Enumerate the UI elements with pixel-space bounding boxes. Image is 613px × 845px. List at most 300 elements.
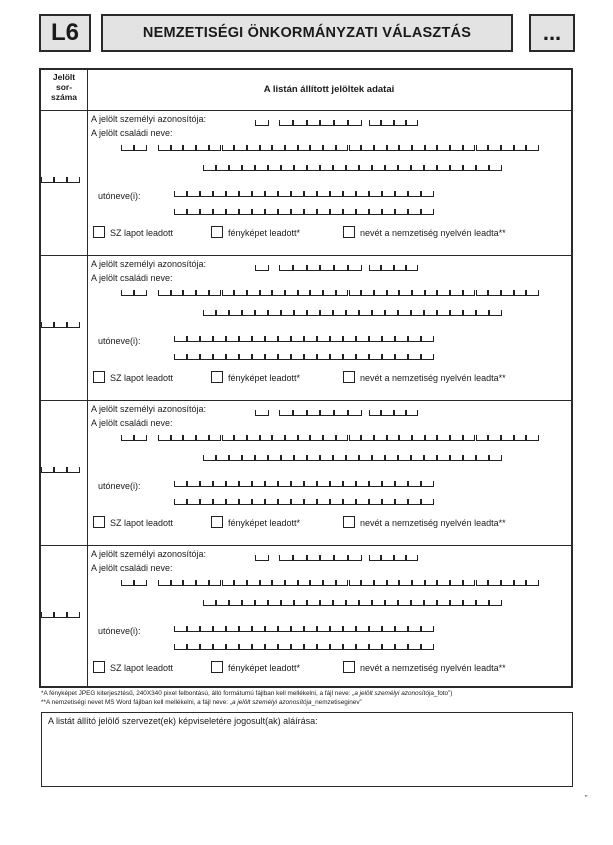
family-name-box[interactable] (307, 455, 320, 461)
family-name-box[interactable] (385, 455, 398, 461)
given-name-box[interactable] (252, 626, 265, 632)
personal-id-box[interactable] (381, 120, 393, 126)
candidate-number-box[interactable] (67, 322, 80, 328)
given-name-box[interactable] (239, 626, 252, 632)
family-name-box[interactable] (425, 580, 438, 586)
family-name-box[interactable] (359, 455, 372, 461)
given-name-box[interactable] (408, 191, 421, 197)
family-name-box[interactable] (285, 290, 298, 296)
family-name-box[interactable] (333, 455, 346, 461)
given-name-box[interactable] (174, 336, 187, 342)
candidate-number-box[interactable] (41, 322, 54, 328)
personal-id-box[interactable] (307, 410, 321, 416)
family-name-box[interactable] (425, 145, 438, 151)
family-name-box[interactable] (285, 580, 298, 586)
family-name-box[interactable] (424, 455, 437, 461)
family-name-box[interactable] (437, 145, 450, 151)
given-name-box[interactable] (330, 626, 343, 632)
family-name-box[interactable] (372, 310, 385, 316)
family-name-box[interactable] (476, 290, 489, 296)
family-name-box[interactable] (242, 600, 255, 606)
family-name-box[interactable] (488, 435, 501, 441)
family-name-box[interactable] (463, 455, 476, 461)
family-name-box[interactable] (425, 290, 438, 296)
family-name-box[interactable] (247, 580, 260, 586)
given-name-box[interactable] (343, 481, 356, 487)
family-name-box[interactable] (385, 165, 398, 171)
family-name-box[interactable] (268, 455, 281, 461)
personal-id-box[interactable] (348, 555, 362, 561)
family-name-box[interactable] (247, 290, 260, 296)
given-name-box[interactable] (187, 644, 200, 650)
given-name-box[interactable] (278, 626, 291, 632)
family-name-box[interactable] (255, 310, 268, 316)
family-name-box[interactable] (121, 290, 134, 296)
family-name-box[interactable] (171, 145, 184, 151)
family-name-box[interactable] (450, 580, 463, 586)
candidate-number-box[interactable] (41, 177, 54, 183)
family-name-box[interactable] (298, 580, 311, 586)
given-name-box[interactable] (343, 626, 356, 632)
family-name-box[interactable] (307, 165, 320, 171)
family-name-box[interactable] (463, 600, 476, 606)
given-name-box[interactable] (356, 481, 369, 487)
given-name-box[interactable] (317, 481, 330, 487)
personal-id-box[interactable] (406, 120, 418, 126)
family-name-box[interactable] (501, 290, 514, 296)
family-name-box[interactable] (298, 435, 311, 441)
given-name-box[interactable] (239, 209, 252, 215)
family-name-box[interactable] (203, 455, 216, 461)
given-name-box[interactable] (291, 481, 304, 487)
family-name-box[interactable] (450, 310, 463, 316)
family-name-box[interactable] (450, 455, 463, 461)
personal-id-box[interactable] (394, 265, 406, 271)
given-name-box[interactable] (356, 644, 369, 650)
candidate-number-box[interactable] (67, 467, 80, 473)
given-name-box[interactable] (213, 481, 226, 487)
given-name-box[interactable] (291, 626, 304, 632)
given-name-box[interactable] (291, 191, 304, 197)
personal-id-box[interactable] (394, 120, 406, 126)
given-name-box[interactable] (291, 499, 304, 505)
given-name-box[interactable] (278, 191, 291, 197)
personal-id-box[interactable] (255, 265, 269, 271)
family-name-box[interactable] (526, 435, 539, 441)
family-name-box[interactable] (209, 435, 222, 441)
given-name-box[interactable] (265, 354, 278, 360)
family-name-box[interactable] (385, 600, 398, 606)
given-name-box[interactable] (278, 499, 291, 505)
family-name-box[interactable] (425, 435, 438, 441)
personal-id-box[interactable] (394, 555, 406, 561)
family-name-box[interactable] (450, 145, 463, 151)
given-name-box[interactable] (395, 336, 408, 342)
given-name-box[interactable] (252, 644, 265, 650)
candidate-number-box[interactable] (67, 177, 80, 183)
given-name-box[interactable] (265, 336, 278, 342)
family-name-box[interactable] (272, 435, 285, 441)
personal-id-box[interactable] (406, 410, 418, 416)
given-name-box[interactable] (408, 481, 421, 487)
given-name-box[interactable] (278, 336, 291, 342)
given-name-box[interactable] (408, 626, 421, 632)
given-name-box[interactable] (317, 209, 330, 215)
family-name-box[interactable] (242, 455, 255, 461)
given-name-box[interactable] (174, 626, 187, 632)
personal-id-box[interactable] (406, 265, 418, 271)
given-name-box[interactable] (382, 209, 395, 215)
given-name-box[interactable] (395, 499, 408, 505)
given-name-box[interactable] (252, 336, 265, 342)
sz-sheet-submitted-checkbox[interactable] (93, 371, 105, 383)
personal-id-box[interactable] (369, 265, 381, 271)
family-name-box[interactable] (463, 580, 476, 586)
given-name-box[interactable] (278, 644, 291, 650)
family-name-box[interactable] (374, 145, 387, 151)
given-name-box[interactable] (239, 336, 252, 342)
given-name-box[interactable] (252, 481, 265, 487)
given-name-box[interactable] (343, 644, 356, 650)
family-name-box[interactable] (450, 290, 463, 296)
given-name-box[interactable] (395, 626, 408, 632)
given-name-box[interactable] (187, 499, 200, 505)
family-name-box[interactable] (333, 165, 346, 171)
personal-id-box[interactable] (279, 555, 293, 561)
family-name-box[interactable] (196, 580, 209, 586)
family-name-box[interactable] (242, 165, 255, 171)
given-name-box[interactable] (291, 209, 304, 215)
personal-id-box[interactable] (334, 555, 348, 561)
personal-id-box[interactable] (369, 120, 381, 126)
sz-sheet-submitted-checkbox[interactable] (93, 226, 105, 238)
family-name-box[interactable] (412, 290, 425, 296)
given-name-box[interactable] (213, 626, 226, 632)
personal-id-box[interactable] (381, 265, 393, 271)
given-name-box[interactable] (265, 191, 278, 197)
family-name-box[interactable] (385, 310, 398, 316)
family-name-box[interactable] (134, 435, 147, 441)
family-name-box[interactable] (222, 580, 235, 586)
family-name-box[interactable] (209, 290, 222, 296)
personal-id-box[interactable] (279, 265, 293, 271)
family-name-box[interactable] (399, 435, 412, 441)
given-name-box[interactable] (239, 499, 252, 505)
family-name-box[interactable] (476, 600, 489, 606)
family-name-box[interactable] (158, 290, 171, 296)
given-name-box[interactable] (226, 209, 239, 215)
family-name-box[interactable] (234, 290, 247, 296)
given-name-box[interactable] (421, 336, 434, 342)
given-name-box[interactable] (304, 626, 317, 632)
family-name-box[interactable] (242, 310, 255, 316)
family-name-box[interactable] (411, 310, 424, 316)
family-name-box[interactable] (412, 580, 425, 586)
given-name-box[interactable] (200, 499, 213, 505)
family-name-box[interactable] (399, 145, 412, 151)
candidate-number-box[interactable] (54, 322, 67, 328)
family-name-box[interactable] (310, 290, 323, 296)
family-name-box[interactable] (489, 310, 502, 316)
given-name-box[interactable] (343, 209, 356, 215)
family-name-box[interactable] (437, 310, 450, 316)
given-name-box[interactable] (369, 354, 382, 360)
personal-id-box[interactable] (255, 120, 269, 126)
given-name-box[interactable] (317, 191, 330, 197)
family-name-box[interactable] (310, 435, 323, 441)
family-name-box[interactable] (387, 580, 400, 586)
family-name-box[interactable] (359, 600, 372, 606)
personal-id-box[interactable] (279, 120, 293, 126)
personal-id-box[interactable] (406, 555, 418, 561)
family-name-box[interactable] (121, 580, 134, 586)
family-name-box[interactable] (450, 165, 463, 171)
family-name-box[interactable] (260, 435, 273, 441)
personal-id-box[interactable] (307, 120, 321, 126)
family-name-box[interactable] (310, 580, 323, 586)
given-name-box[interactable] (226, 499, 239, 505)
family-name-box[interactable] (209, 580, 222, 586)
family-name-box[interactable] (387, 145, 400, 151)
given-name-box[interactable] (304, 644, 317, 650)
family-name-box[interactable] (203, 600, 216, 606)
given-name-box[interactable] (330, 336, 343, 342)
family-name-box[interactable] (359, 310, 372, 316)
personal-id-box[interactable] (320, 555, 334, 561)
family-name-box[interactable] (320, 310, 333, 316)
given-name-box[interactable] (226, 354, 239, 360)
family-name-box[interactable] (399, 580, 412, 586)
family-name-box[interactable] (411, 455, 424, 461)
personal-id-box[interactable] (293, 555, 307, 561)
given-name-box[interactable] (252, 354, 265, 360)
given-name-box[interactable] (174, 209, 187, 215)
family-name-box[interactable] (349, 580, 362, 586)
given-name-box[interactable] (304, 481, 317, 487)
given-name-box[interactable] (187, 209, 200, 215)
given-name-box[interactable] (330, 481, 343, 487)
family-name-box[interactable] (234, 145, 247, 151)
candidate-number-box[interactable] (67, 612, 80, 618)
given-name-box[interactable] (265, 499, 278, 505)
family-name-box[interactable] (272, 145, 285, 151)
given-name-box[interactable] (369, 626, 382, 632)
family-name-box[interactable] (229, 310, 242, 316)
given-name-box[interactable] (408, 336, 421, 342)
family-name-box[interactable] (437, 165, 450, 171)
given-name-box[interactable] (187, 481, 200, 487)
given-name-box[interactable] (174, 481, 187, 487)
family-name-box[interactable] (489, 165, 502, 171)
family-name-box[interactable] (234, 580, 247, 586)
personal-id-box[interactable] (293, 120, 307, 126)
family-name-box[interactable] (526, 290, 539, 296)
family-name-box[interactable] (171, 435, 184, 441)
given-name-box[interactable] (200, 336, 213, 342)
family-name-box[interactable] (247, 435, 260, 441)
given-name-box[interactable] (213, 354, 226, 360)
family-name-box[interactable] (359, 165, 372, 171)
given-name-box[interactable] (174, 354, 187, 360)
given-name-box[interactable] (369, 191, 382, 197)
family-name-box[interactable] (387, 435, 400, 441)
family-name-box[interactable] (336, 435, 349, 441)
family-name-box[interactable] (424, 165, 437, 171)
family-name-box[interactable] (346, 165, 359, 171)
family-name-box[interactable] (374, 290, 387, 296)
family-name-box[interactable] (336, 145, 349, 151)
given-name-box[interactable] (226, 336, 239, 342)
given-name-box[interactable] (226, 191, 239, 197)
family-name-box[interactable] (489, 600, 502, 606)
family-name-box[interactable] (488, 145, 501, 151)
given-name-box[interactable] (356, 626, 369, 632)
family-name-box[interactable] (514, 290, 527, 296)
given-name-box[interactable] (265, 644, 278, 650)
family-name-box[interactable] (268, 600, 281, 606)
family-name-box[interactable] (526, 145, 539, 151)
personal-id-box[interactable] (381, 555, 393, 561)
photo-submitted-checkbox[interactable] (211, 516, 223, 528)
given-name-box[interactable] (213, 644, 226, 650)
family-name-box[interactable] (450, 435, 463, 441)
given-name-box[interactable] (200, 481, 213, 487)
personal-id-box[interactable] (369, 410, 381, 416)
personal-id-box[interactable] (307, 265, 321, 271)
given-name-box[interactable] (213, 209, 226, 215)
family-name-box[interactable] (372, 455, 385, 461)
family-name-box[interactable] (526, 580, 539, 586)
family-name-box[interactable] (514, 145, 527, 151)
family-name-box[interactable] (229, 165, 242, 171)
family-name-box[interactable] (320, 600, 333, 606)
given-name-box[interactable] (421, 499, 434, 505)
family-name-box[interactable] (183, 580, 196, 586)
given-name-box[interactable] (252, 499, 265, 505)
given-name-box[interactable] (239, 481, 252, 487)
family-name-box[interactable] (281, 165, 294, 171)
family-name-box[interactable] (476, 455, 489, 461)
family-name-box[interactable] (346, 455, 359, 461)
given-name-box[interactable] (330, 209, 343, 215)
nationality-name-submitted-checkbox[interactable] (343, 516, 355, 528)
given-name-box[interactable] (187, 626, 200, 632)
family-name-box[interactable] (216, 310, 229, 316)
given-name-box[interactable] (174, 499, 187, 505)
candidate-number-box[interactable] (41, 467, 54, 473)
personal-id-box[interactable] (279, 410, 293, 416)
family-name-box[interactable] (222, 435, 235, 441)
personal-id-box[interactable] (334, 410, 348, 416)
family-name-box[interactable] (476, 580, 489, 586)
personal-id-box[interactable] (320, 410, 334, 416)
family-name-box[interactable] (476, 310, 489, 316)
personal-id-box[interactable] (320, 265, 334, 271)
given-name-box[interactable] (187, 354, 200, 360)
family-name-box[interactable] (398, 455, 411, 461)
family-name-box[interactable] (424, 600, 437, 606)
family-name-box[interactable] (323, 145, 336, 151)
given-name-box[interactable] (213, 499, 226, 505)
family-name-box[interactable] (346, 310, 359, 316)
family-name-box[interactable] (320, 165, 333, 171)
given-name-box[interactable] (408, 499, 421, 505)
given-name-box[interactable] (200, 626, 213, 632)
family-name-box[interactable] (323, 435, 336, 441)
given-name-box[interactable] (369, 336, 382, 342)
given-name-box[interactable] (369, 481, 382, 487)
photo-submitted-checkbox[interactable] (211, 371, 223, 383)
given-name-box[interactable] (369, 209, 382, 215)
family-name-box[interactable] (183, 145, 196, 151)
given-name-box[interactable] (200, 209, 213, 215)
personal-id-box[interactable] (320, 120, 334, 126)
personal-id-box[interactable] (348, 265, 362, 271)
family-name-box[interactable] (268, 165, 281, 171)
given-name-box[interactable] (421, 626, 434, 632)
given-name-box[interactable] (174, 644, 187, 650)
family-name-box[interactable] (437, 290, 450, 296)
given-name-box[interactable] (252, 191, 265, 197)
given-name-box[interactable] (382, 644, 395, 650)
given-name-box[interactable] (304, 354, 317, 360)
given-name-box[interactable] (395, 191, 408, 197)
family-name-box[interactable] (260, 290, 273, 296)
family-name-box[interactable] (349, 435, 362, 441)
given-name-box[interactable] (330, 644, 343, 650)
given-name-box[interactable] (408, 644, 421, 650)
family-name-box[interactable] (361, 580, 374, 586)
family-name-box[interactable] (216, 165, 229, 171)
given-name-box[interactable] (278, 481, 291, 487)
personal-id-box[interactable] (369, 555, 381, 561)
family-name-box[interactable] (374, 580, 387, 586)
family-name-box[interactable] (209, 145, 222, 151)
personal-id-box[interactable] (334, 265, 348, 271)
family-name-box[interactable] (255, 455, 268, 461)
given-name-box[interactable] (421, 191, 434, 197)
given-name-box[interactable] (200, 644, 213, 650)
family-name-box[interactable] (463, 145, 476, 151)
sz-sheet-submitted-checkbox[interactable] (93, 661, 105, 673)
family-name-box[interactable] (437, 455, 450, 461)
family-name-box[interactable] (333, 310, 346, 316)
personal-id-box[interactable] (381, 410, 393, 416)
family-name-box[interactable] (361, 145, 374, 151)
family-name-box[interactable] (158, 435, 171, 441)
given-name-box[interactable] (356, 191, 369, 197)
nationality-name-submitted-checkbox[interactable] (343, 371, 355, 383)
family-name-box[interactable] (411, 600, 424, 606)
family-name-box[interactable] (488, 290, 501, 296)
family-name-box[interactable] (281, 600, 294, 606)
candidate-number-box[interactable] (54, 612, 67, 618)
given-name-box[interactable] (213, 336, 226, 342)
given-name-box[interactable] (265, 209, 278, 215)
given-name-box[interactable] (174, 191, 187, 197)
candidate-number-box[interactable] (54, 177, 67, 183)
personal-id-box[interactable] (348, 120, 362, 126)
family-name-box[interactable] (412, 435, 425, 441)
candidate-number-box[interactable] (41, 612, 54, 618)
given-name-box[interactable] (304, 209, 317, 215)
signature-box[interactable] (41, 712, 573, 787)
nationality-name-submitted-checkbox[interactable] (343, 226, 355, 238)
family-name-box[interactable] (320, 455, 333, 461)
family-name-box[interactable] (437, 600, 450, 606)
family-name-box[interactable] (196, 145, 209, 151)
personal-id-box[interactable] (394, 410, 406, 416)
